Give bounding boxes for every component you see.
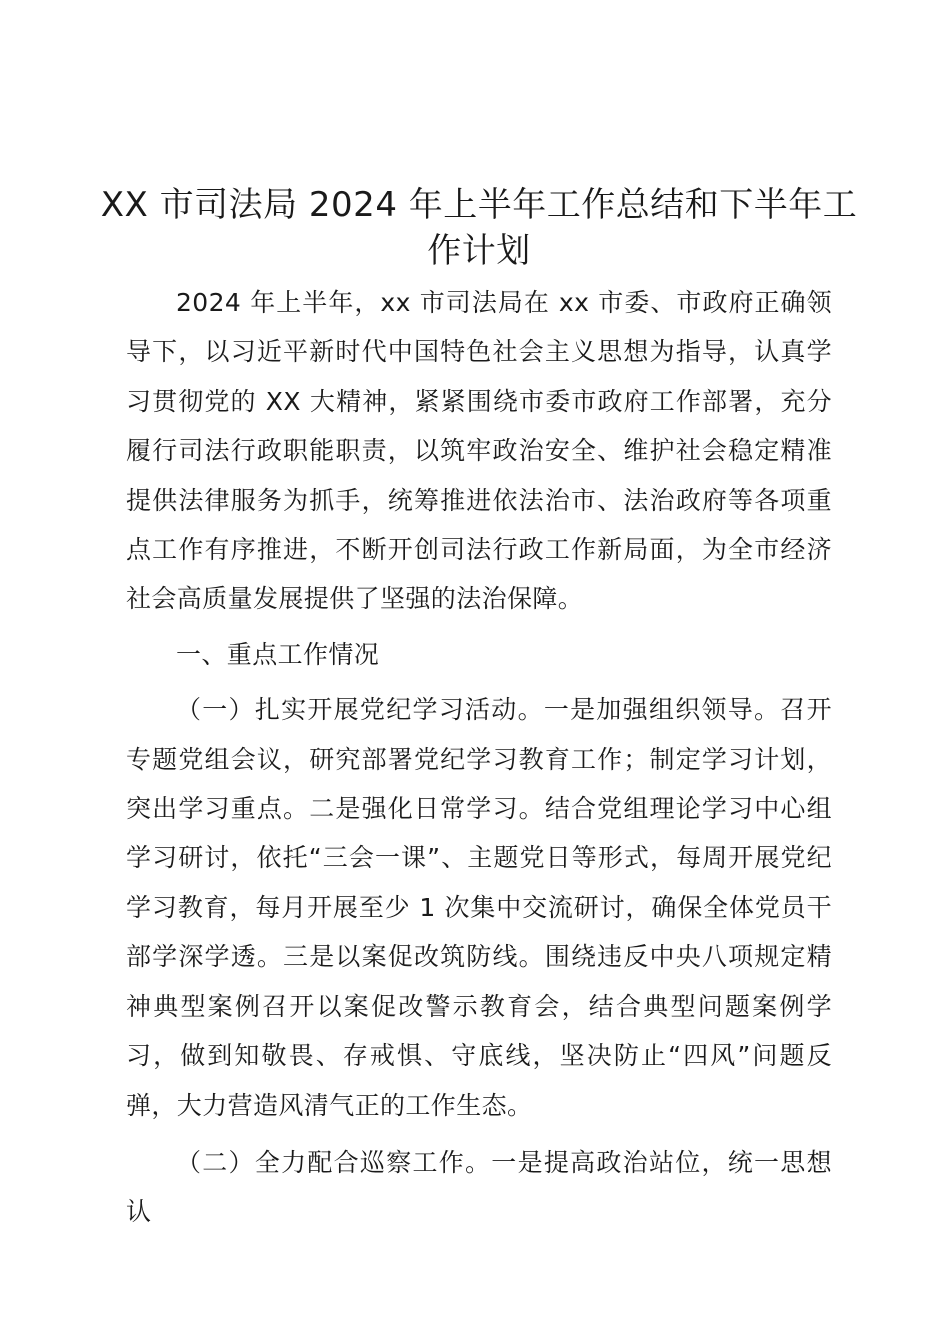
paragraph-item-1: （一）扎实开展党纪学习活动。一是加强组织领导。召开专题党组会议，研究部署党纪学习教育工作；制定学习计划，突出学习重点。二是强化日常学习。结合党组理论学习中心组学习研讨，依托“三会一课”、主题党日等形式，每周开展党纪学习教育，每月开展至少 1 次集中交流研讨，确保全体党员干部学深学透。三是以案促改筑防线。围绕违反中央八项规定精神典型案例召开以案促改警示教育会，结合典型问题案例学习，做到知敬畏、存戒惧、守底线，坚决防止“四风”问题反弹，大力营造风清气正的工作生态。 — [126, 695, 832, 1120]
document-page — [100, 182, 858, 1237]
section-heading: 一、重点工作情况 — [176, 639, 380, 669]
paragraph-item-2: （二）全力配合巡察工作。一是提高政治站位，统一思想认 — [126, 1147, 832, 1227]
intro-paragraph: 2024 年上半年，xx 市司法局在 xx 市委、市政府正确领导下，以习近平新时代中国特色社会主义思想为指导，认真学习贯彻党的 XX 大精神，紧紧围绕市委市政府工作部署，充分履行司法行政职能职责，以筑牢政治安全、维护社会稳定精准提供法律服务为抓手，统筹推进依法治市、法治政府等各项重点工作有序推进，不断开创司法行政工作新局面，为全市经济社会高质量发展提供了坚强的法治保障。 — [126, 288, 832, 614]
document-title: XX 市司法局 2024 年上半年工作总结和下半年工作计划 — [100, 185, 858, 271]
